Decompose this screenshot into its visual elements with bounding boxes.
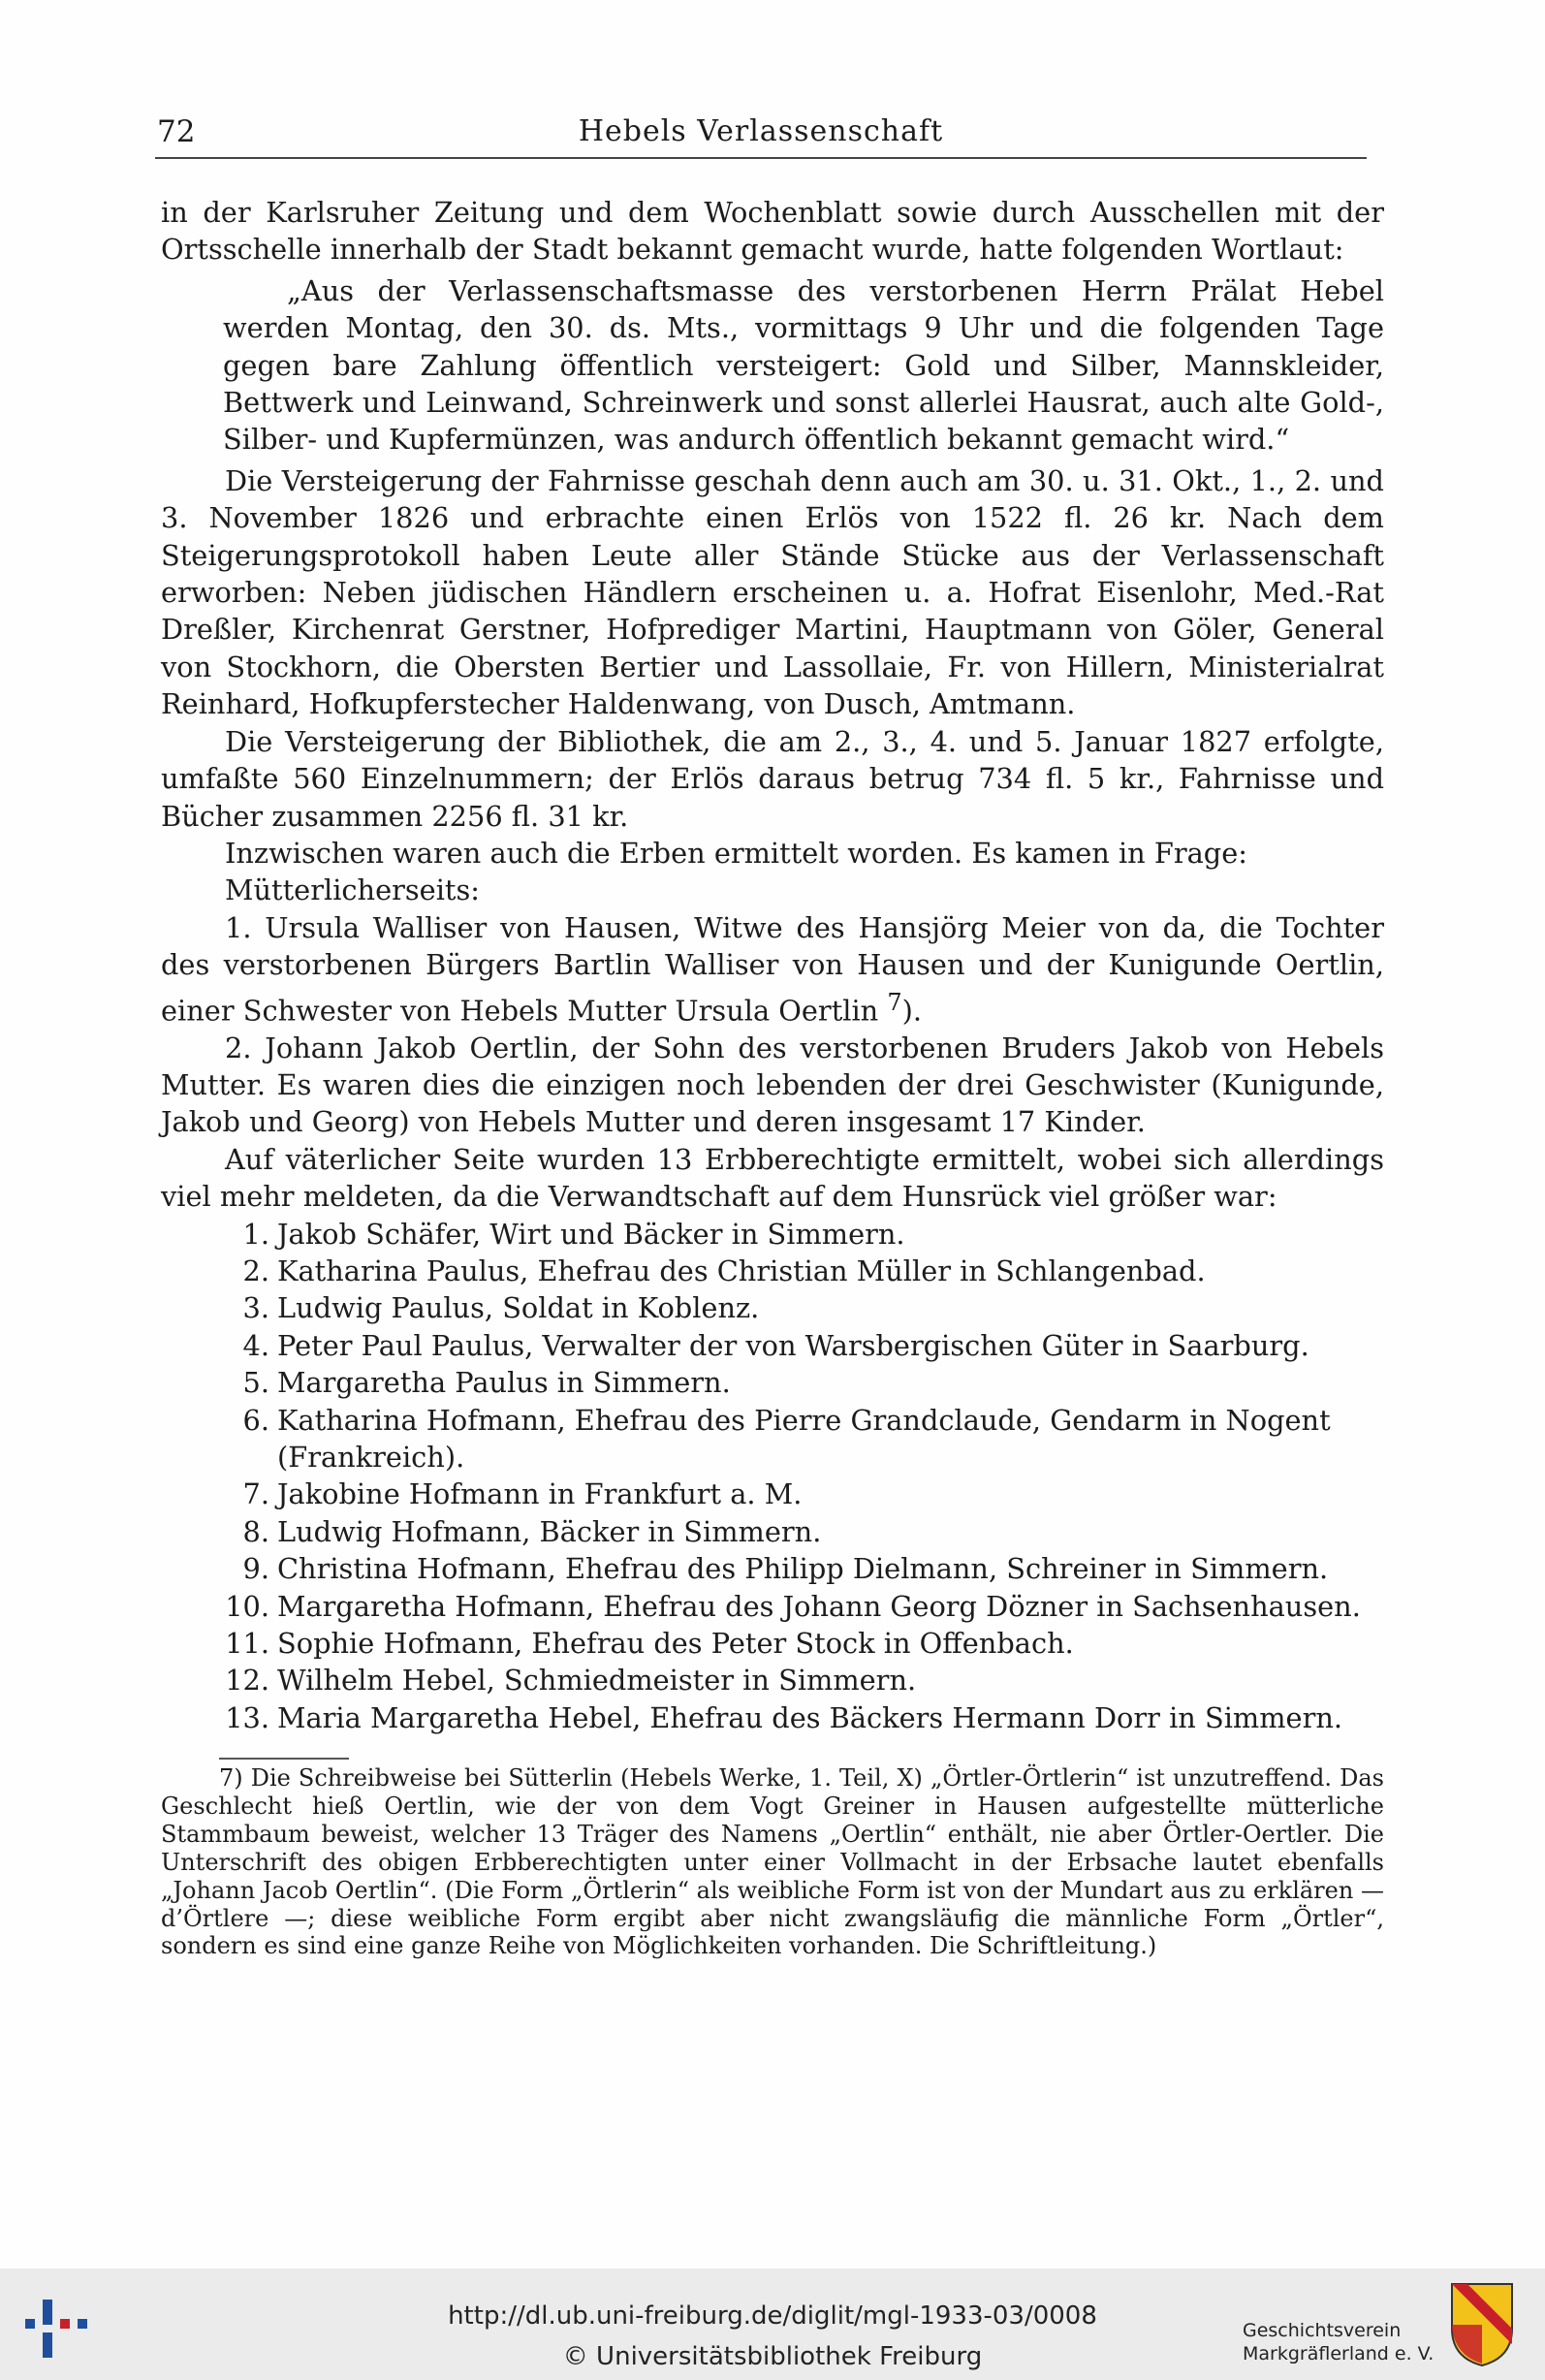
list-item-number: 13. — [225, 1700, 269, 1734]
list-item-number: 12. — [225, 1664, 269, 1698]
society-name — [1243, 2319, 1434, 2365]
body-text — [161, 194, 1384, 1736]
maternal-heading: Mütterlicherseits: — [225, 873, 480, 907]
list-item-text: Maria Margaretha Hebel, Ehefrau des Bäckers Hermann Dorr in Simmern. — [277, 1700, 1343, 1734]
list-item-text: Ludwig Hofmann, Bäcker in Simmern. — [277, 1514, 822, 1548]
announcement-quote: „Aus der Verlassenschaftsmasse des verstorbenen Herrn Prälat Hebel werden Montag, den 30. ds. Mts., vormittags 9 Uhr und die folgenden Tage gegen bare Zahlung öffentlich versteigert: Gold und Silber, Mannskleider, Bettwerk und Leinwand, Schreinwerk und sonst allerlei Hausrat, auch alte Gold-, Silber- und Kupfermünzen, was andurch öffentlich bekannt gemacht wird.“ — [223, 273, 1384, 457]
paragraph-paternal: Auf väterlicher Seite wurden 13 Erbberechtigte ermittelt, wobei sich allerdings viel mehr meldeten, da die Verwandtschaft auf dem Hunsrück viel größer war: — [161, 1142, 1384, 1214]
list-item-number: 4. — [242, 1328, 269, 1362]
society-name-line-2: Markgräflerland e. V. — [1243, 2343, 1435, 2364]
paternal-heirs-list — [161, 1216, 1384, 1737]
page-number: 72 — [157, 114, 196, 149]
paragraph-library: Die Versteigerung der Bibliothek, die am 2., 3., 4. und 5. Januar 1827 erfolgte, umfaßte 560 Einzelnummern; der Erlös daraus betrug 734 fl. 5 kr., Fahrnisse und Bücher zusammen 2256 fl. 31 kr. — [161, 724, 1384, 833]
list-item — [161, 1588, 1384, 1625]
list-item-number: 5. — [242, 1366, 269, 1400]
list-item — [161, 1699, 1384, 1736]
list-item-number: 8. — [242, 1514, 269, 1548]
maternal-heir-1 — [161, 909, 1384, 1030]
list-item-text: Katharina Paulus, Ehefrau des Christian Müller in Schlangenbad. — [277, 1253, 1206, 1287]
list-item-text: Katharina Hofmann, Ehefrau des Pierre Grandclaude, Gendarm in Nogent (Frankreich). — [277, 1403, 1331, 1474]
list-item-number: 1. — [242, 1217, 269, 1251]
list-item — [161, 1364, 1384, 1401]
list-item-number: 3. — [242, 1291, 269, 1325]
list-item-text: Jakobine Hofmann in Frankfurt a. M. — [277, 1477, 803, 1511]
list-item — [161, 1216, 1384, 1253]
maternal-heir-1-text: 1. Ursula Walliser von Hausen, Witwe des Hansjörg Meier von da, die Tochter des verstorbenen Bürgers Bartlin Walliser von Hausen und der Kunigunde Oertlin, einer Schwester von Hebels Mutter Ursula Oertlin — [161, 910, 1384, 1028]
list-item-number: 9. — [242, 1552, 269, 1586]
list-item — [161, 1662, 1384, 1698]
list-item-text: Margaretha Hofmann, Ehefrau des Johann Georg Dözner in Sachsenhausen. — [277, 1589, 1361, 1623]
list-item — [161, 1253, 1384, 1289]
list-item — [161, 1513, 1384, 1550]
viewer-footer — [0, 2269, 1545, 2380]
list-item-text: Christina Hofmann, Ehefrau des Philipp Dielmann, Schreiner in Simmern. — [277, 1552, 1329, 1586]
footnote-7: 7) Die Schreibweise bei Sütterlin (Hebels Werke, 1. Teil, X) „Örtler-Örtlerin“ ist unzutreffend. Das Geschlecht hieß Oertlin, wie der von dem Vogt Greiner in Hausen aufgestellte mütterliche Stammbaum beweist, welcher 13 Träger des Namens „Oertlin“ enthält, nie aber Örtler-Oertler. Die Unterschrift des obigen Erbberechtigten unter einer Vollmacht in der Erbsache lautet ebenfalls „Johann Jacob Oertlin“. (Die Form „Örtlerin“ als weibliche Form ist von der Mundart aus zu erklären — d’Örtlere —; diese weibliche Form ergibt aber nicht zwangsläufig die männliche Form „Örtler“, sondern es sind eine ganze Reihe von Möglichkeiten vorhanden. Die Schriftleitung.) — [161, 1764, 1384, 1960]
maternal-heir-2: 2. Johann Jakob Oertlin, der Sohn des verstorbenen Bruders Jakob von Hebels Mutter. Es waren dies die einzigen noch lebenden der drei Geschwister (Kunigunde, Jakob und Georg) von Hebels Mutter und deren insgesamt 17 Kinder. — [161, 1031, 1384, 1139]
page-header — [155, 105, 1367, 159]
paragraph-auction: Die Versteigerung der Fahrnisse geschah denn auch am 30. u. 31. Okt., 1., 2. und 3. November 1826 und erbrachte einen Erlös von 1522 fl. 26 kr. Nach dem Steigerungsprotokoll haben Leute aller Stände Stücke aus der Verlassenschaft erworben: Neben jüdischen Händlern erscheinen u. a. Hofrat Eisenlohr, Med.-Rat Dreßler, Kirchenrat Gerstner, Hofprediger Martini, Hauptmann von Göler, General von Stockhorn, die Obersten Bertier und Lassollaie, Fr. von Hillern, Ministerialrat Reinhard, Hofkupferstecher Haldenwang, von Dusch, Amtmann. — [161, 463, 1384, 721]
list-item — [161, 1327, 1384, 1364]
list-item — [161, 1550, 1384, 1587]
coat-of-arms-icon[interactable] — [1448, 2280, 1516, 2369]
list-item-number: 7. — [242, 1477, 269, 1511]
list-item-number: 6. — [242, 1403, 269, 1437]
paragraph-heirs-intro: Inzwischen waren auch die Erben ermittelt worden. Es kamen in Frage: — [225, 836, 1247, 870]
paragraph-intro: in der Karlsruher Zeitung und dem Wochenblatt sowie durch Ausschellen mit der Ortsschelle innerhalb der Stadt bekannt gemacht wurde, hatte folgenden Wortlaut: — [161, 196, 1384, 267]
list-item-text: Wilhelm Hebel, Schmiedmeister in Simmern. — [277, 1664, 917, 1698]
list-item-text: Ludwig Paulus, Soldat in Koblenz. — [277, 1291, 760, 1325]
footnotes — [161, 1764, 1384, 1960]
list-item — [161, 1402, 1384, 1476]
list-item-text: Margaretha Paulus in Simmern. — [277, 1366, 731, 1400]
list-item — [161, 1625, 1384, 1662]
list-item-number: 11. — [225, 1627, 269, 1661]
list-item-text: Peter Paul Paulus, Verwalter der von Warsbergischen Güter in Saarburg. — [277, 1328, 1309, 1362]
list-item — [161, 1289, 1384, 1326]
list-item-text: Sophie Hofmann, Ehefrau des Peter Stock in Offenbach. — [277, 1627, 1074, 1661]
footnote-divider — [219, 1758, 349, 1760]
copyright-text: © Universitätsbibliothek Freiburg — [562, 2342, 983, 2371]
list-item-text: Jakob Schäfer, Wirt und Bäcker in Simmern. — [277, 1217, 905, 1251]
maternal-heir-1-tail: ). — [901, 994, 923, 1028]
running-title: Hebels Verlassenschaft — [578, 114, 944, 148]
society-name-line-1: Geschichtsverein — [1243, 2320, 1402, 2341]
list-item-number: 2. — [242, 1253, 269, 1287]
list-item — [161, 1476, 1384, 1512]
list-item-number: 10. — [225, 1589, 269, 1623]
footnote-ref[interactable]: 7 — [887, 988, 902, 1016]
permalink-url[interactable]: http://dl.ub.uni-freiburg.de/diglit/mgl-1933-03/0008 — [448, 2301, 1097, 2331]
